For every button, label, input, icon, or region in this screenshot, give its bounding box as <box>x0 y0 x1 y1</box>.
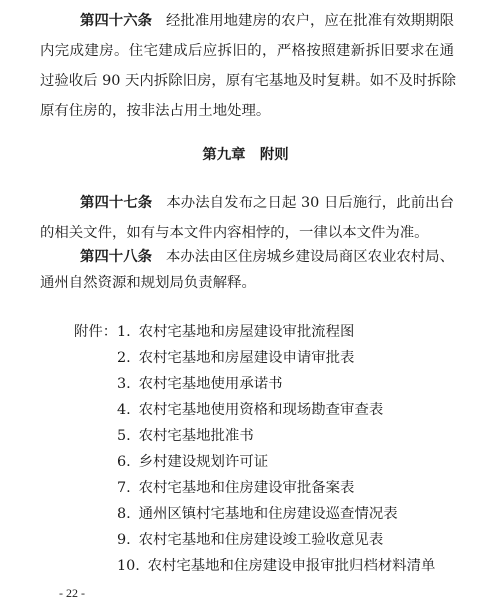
article-47-text: 本办法自发布之日起 30 日后施行，此前出台 <box>166 195 454 211</box>
attachment-number: 1. <box>117 324 131 340</box>
attachment-title: 农村宅基地和房屋建设申请审批表 <box>138 350 355 366</box>
attachment-title: 乡村建设规划许可证 <box>138 454 269 470</box>
chapter-heading: 第九章 附则 <box>202 147 289 163</box>
page-number: - 22 - <box>59 586 85 600</box>
attachment-title: 农村宅基地和住房建设竣工验收意见表 <box>138 532 384 548</box>
article-46-label: 第四十六条 <box>80 12 152 29</box>
attachment-item-5 <box>117 426 254 446</box>
attachment-title: 农村宅基地和住房建设审批备案表 <box>138 480 355 496</box>
article-48-line-2: 通州自然资源和规划局负责解释。 <box>40 275 256 291</box>
article-47-line-1 <box>80 193 454 213</box>
attachment-number: 7. <box>117 480 131 496</box>
attachment-title: 农村宅基地使用承诺书 <box>138 376 283 392</box>
attachment-item-4 <box>117 400 383 420</box>
attachments-label: 附件： <box>74 324 118 340</box>
attachment-title: 农村宅基地使用资格和现场勘查审查表 <box>138 402 384 418</box>
article-47-line-2: 的相关文件，如有与本文件内容相悖的，一律以本文件为准。 <box>40 225 429 241</box>
attachment-title: 农村宅基地批准书 <box>138 428 254 444</box>
article-46-line-1 <box>80 11 454 31</box>
attachment-number: 8. <box>117 506 131 522</box>
attachment-item-10 <box>117 556 435 576</box>
attachment-number: 6. <box>117 454 131 470</box>
attachment-number: 5. <box>117 428 131 444</box>
attachment-item-3 <box>117 374 283 394</box>
article-48-line-1 <box>80 247 454 267</box>
article-46-line-4: 原有住房的，按非法占用土地处理。 <box>40 103 271 119</box>
attachment-title: 农村宅基地和房屋建设审批流程图 <box>138 324 355 340</box>
attachment-item-7 <box>117 478 354 498</box>
article-47-label: 第四十七条 <box>80 194 153 211</box>
article-46-text: 经批准用地建房的农户，应在批准有效期期限 <box>166 13 454 29</box>
article-46-line-2: 内完成建房。住宅建成后应拆旧的，严格按照建新拆旧要求在通 <box>40 43 454 59</box>
attachment-item-8 <box>117 504 398 524</box>
attachment-number: 4. <box>117 402 131 418</box>
attachment-item-2 <box>117 348 354 368</box>
attachment-item-6 <box>117 452 268 472</box>
article-46-line-3: 过验收后 90 天内拆除旧房，原有宅基地及时复耕。如不及时拆除 <box>40 73 457 89</box>
attachment-title: 农村宅基地和住房建设申报审批归档材料清单 <box>147 558 436 574</box>
attachment-number: 2. <box>117 350 131 366</box>
attachment-item-1 <box>117 322 354 342</box>
attachment-number: 3. <box>117 376 131 392</box>
attachment-item-9 <box>117 530 383 550</box>
attachment-number: 9. <box>117 532 131 548</box>
attachment-title: 通州区镇村宅基地和住房建设巡查情况表 <box>138 506 398 522</box>
article-48-label: 第四十八条 <box>80 248 152 265</box>
attachment-number: 10. <box>117 558 140 574</box>
article-48-text: 本办法由区住房城乡建设局商区农业农村局、 <box>166 249 454 265</box>
